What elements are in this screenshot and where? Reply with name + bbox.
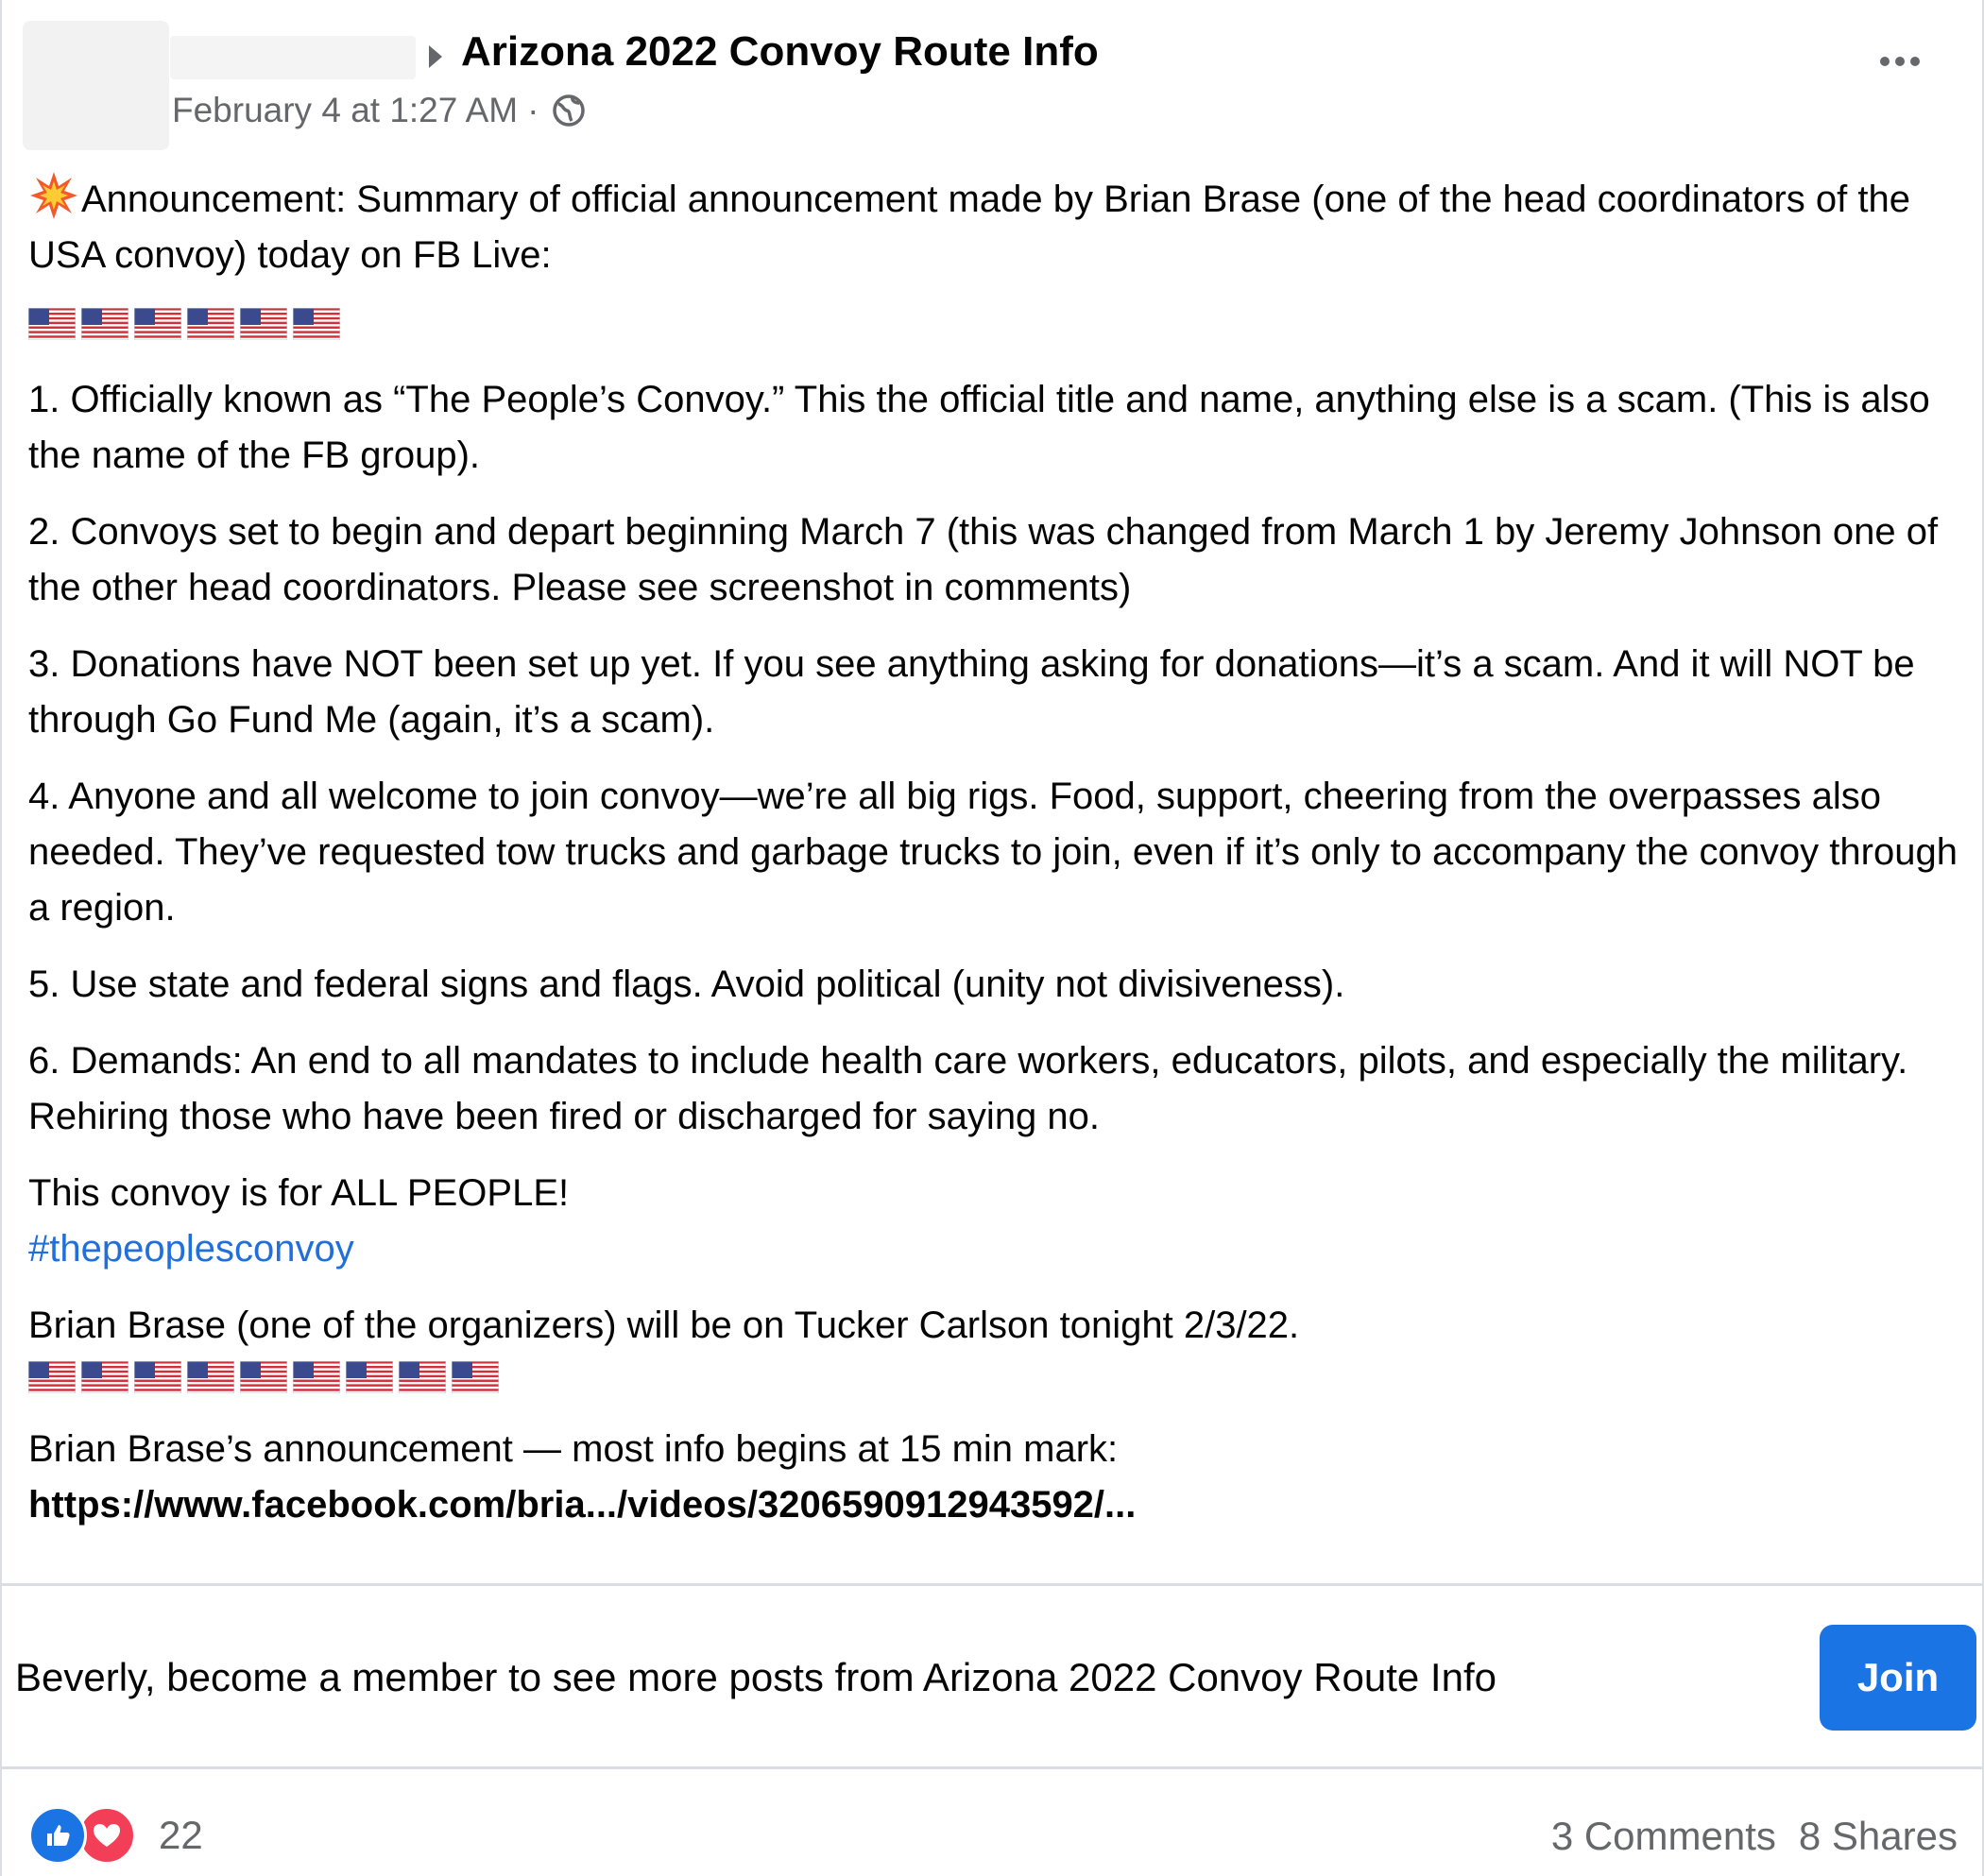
us-flag-emoji-icon [28,308,76,340]
us-flag-emoji-icon [240,1361,287,1393]
closing-text: This convoy is for ALL PEOPLE! [28,1172,570,1214]
us-flag-emoji-icon [452,1361,499,1393]
group-name-link[interactable]: Arizona 2022 Convoy Route Info [461,28,1099,75]
post-meta [172,91,588,130]
engagement-counts [1551,1814,1958,1859]
list-item: 1. Officially known as “The People’s Convoy.” This the official title and name, anything else is a scam. (This is also the name of the FB group). [28,379,1930,476]
list-item: 6. Demands: An end to all mandates to include health care workers, educators, pilots, and especially the military. Rehiring those who have been fired or discharged for saying no. [28,1040,1908,1137]
flag-emoji-row [28,1357,1975,1397]
flag-emoji-row [28,304,1975,344]
post-body [28,170,1975,1533]
us-flag-emoji-icon [187,1361,234,1393]
us-flag-emoji-icon [81,308,128,340]
us-flag-emoji-icon [134,308,181,340]
shares-count-link[interactable]: 8 Shares [1798,1814,1958,1858]
comments-count-link[interactable]: 3 Comments [1550,1814,1776,1858]
list-item: 3. Donations have NOT been set up yet. If you see anything asking for donations—it’s a scam. And it will NOT be through Go Fund Me (again, it’s a scam). [28,643,1915,741]
more-options-icon[interactable] [1880,57,1920,66]
join-prompt-text: Beverly, become a member to see more posts from Arizona 2022 Convoy Route Info [15,1655,1497,1699]
video-block [28,1422,1975,1533]
blurred-author-name[interactable] [170,36,416,79]
meta-separator: · [527,91,539,129]
join-button[interactable]: Join [1820,1625,1976,1731]
blurred-avatar[interactable] [23,21,169,150]
caret-right-icon [429,45,442,68]
closing-block [28,1166,1975,1277]
us-flag-emoji-icon [187,308,234,340]
list-item: 5. Use state and federal signs and flags. Avoid political (unity not divisiveness). [28,964,1345,1005]
like-reaction-icon [28,1806,87,1865]
post-timestamp[interactable]: February 4 at 1:27 AM [172,91,519,129]
video-intro-text: Brian Brase’s announcement — most info begins at 15 min mark: [28,1428,1119,1470]
us-flag-emoji-icon [293,1361,340,1393]
us-flag-emoji-icon [399,1361,446,1393]
us-flag-emoji-icon [81,1361,128,1393]
us-flag-emoji-icon [28,1361,76,1393]
list-item: 2. Convoys set to begin and depart beginning March 7 (this was changed from March 1 by Jeremy Johnson one of the other head coordinators. Please see screenshot in comments) [28,511,1939,608]
reaction-count: 22 [159,1813,203,1857]
hashtag-link[interactable]: #thepeoplesconvoy [28,1228,354,1270]
us-flag-emoji-icon [346,1361,393,1393]
us-flag-emoji-icon [240,308,287,340]
collision-emoji-icon [28,170,79,221]
intro-text: Announcement: Summary of official announcement made by Brian Brase (one of the head coordinators of the USA convoy) today on FB Live: [28,179,1910,276]
us-flag-emoji-icon [134,1361,181,1393]
announcement-intro [28,170,1975,283]
us-flag-emoji-icon [293,308,340,340]
video-link[interactable]: https://www.facebook.com/bria.../videos/3206590912943592/... [28,1484,1137,1526]
tucker-note: Brian Brase (one of the organizers) will be on Tucker Carlson tonight 2/3/22. [28,1305,1300,1346]
divider [2,1583,1984,1586]
divider [2,1766,1984,1769]
globe-icon [550,92,588,129]
reactions-summary[interactable] [28,1806,203,1865]
list-item: 4. Anyone and all welcome to join convoy—we’re all big rigs. Food, support, cheering from the overpasses also needed. They’ve requested tow trucks and garbage trucks to join, even if it’s only to accompany the convoy through a region. [28,776,1958,929]
